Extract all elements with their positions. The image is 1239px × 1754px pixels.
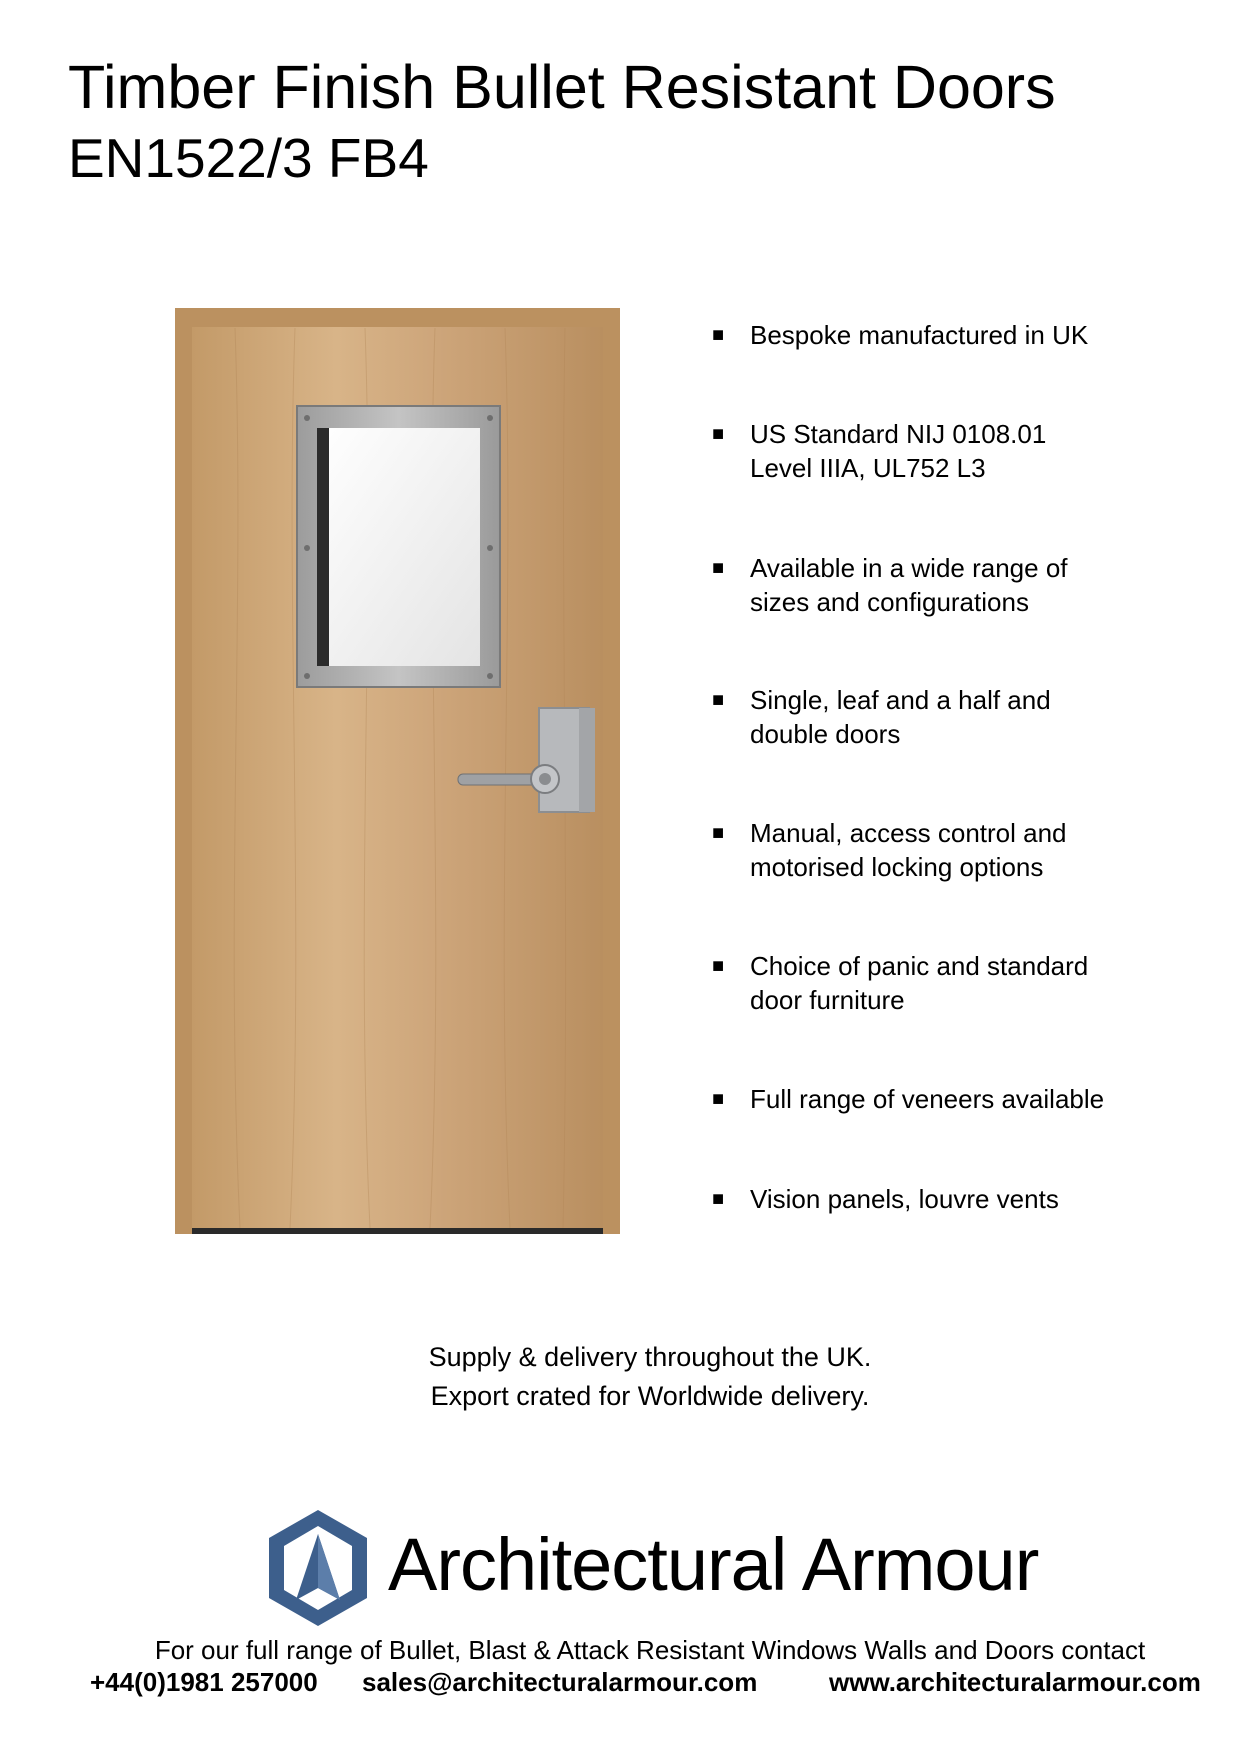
feature-text: Vision panels, louvre vents <box>750 1184 1059 1214</box>
email-link[interactable]: sales@architecturalarmour.com <box>362 1667 758 1697</box>
feature-item <box>712 816 1067 884</box>
feature-text: US Standard NIJ 0108.01 Level IIIA, UL752 L3 <box>750 419 1047 483</box>
bullet-icon: ■ <box>712 1088 725 1110</box>
phone-number[interactable]: +44(0)1981 257000 <box>90 1667 318 1697</box>
bullet-icon: ■ <box>712 423 725 445</box>
supply-note <box>0 1338 1239 1416</box>
feature-text: Full range of veneers available <box>750 1084 1105 1114</box>
feature-item <box>712 318 1088 352</box>
page-title: Timber Finish Bullet Resistant Doors <box>68 53 1056 121</box>
website-link[interactable]: www.architecturalarmour.com <box>829 1667 1201 1697</box>
hexagon-arrow-logo-icon <box>266 1508 370 1633</box>
feature-text: Single, leaf and a half and double doors <box>750 685 1051 749</box>
supply-line-2: Export crated for Worldwide delivery. <box>430 1381 870 1411</box>
bullet-icon: ■ <box>712 557 725 579</box>
feature-text: Available in a wide range of sizes and configurations <box>750 553 1068 617</box>
feature-item <box>712 551 1068 619</box>
supply-line-1: Supply & delivery throughout the UK. <box>428 1342 872 1372</box>
bullet-icon: ■ <box>712 1188 725 1210</box>
bullet-icon: ■ <box>712 324 725 346</box>
bullet-icon: ■ <box>712 822 725 844</box>
brand-name: Architectural Armour <box>388 1523 1039 1606</box>
bullet-icon: ■ <box>712 689 725 711</box>
feature-item <box>712 1082 1104 1116</box>
bullet-icon: ■ <box>712 955 725 977</box>
vision-panel-glass <box>317 428 480 666</box>
feature-item <box>712 417 1046 485</box>
feature-text: Manual, access control and motorised locking options <box>750 818 1067 882</box>
feature-text: Choice of panic and standard door furniture <box>750 951 1089 1015</box>
feature-item <box>712 683 1051 751</box>
contact-intro: For our full range of Bullet, Blast & Attack Resistant Windows Walls and Doors contact <box>154 1635 1146 1665</box>
feature-item <box>712 949 1088 1017</box>
feature-item <box>712 1182 1059 1216</box>
feature-text: Bespoke manufactured in UK <box>750 320 1089 350</box>
page-subtitle: EN1522/3 FB4 <box>68 127 429 189</box>
door-image <box>175 308 620 1234</box>
